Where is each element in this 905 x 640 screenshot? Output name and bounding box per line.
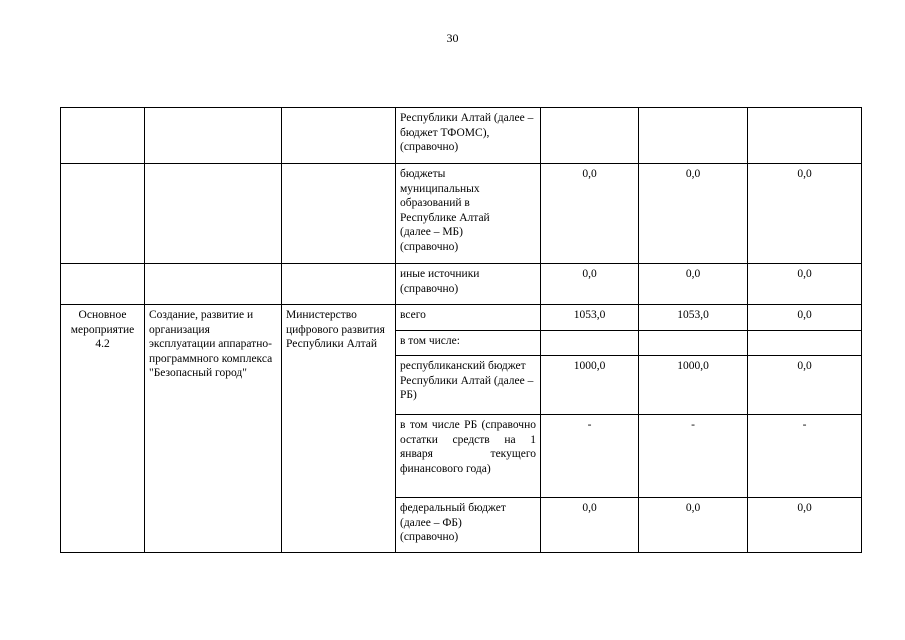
cell-empty [541,108,639,164]
value-cell: 0,0 [748,264,862,305]
cell-empty [145,108,282,164]
cell-empty [61,108,145,164]
value-cell: - [748,415,862,498]
funding-source-fb: федеральный бюджет (далее – ФБ) (справочно) [396,498,541,553]
funding-source-total: всего [396,305,541,331]
budget-table [60,107,862,553]
value-cell: 0,0 [639,164,748,264]
funding-source-mb: бюджеты муниципальных образований в Республике Алтай (далее – МБ) (справочно) [396,164,541,264]
value-cell: 0,0 [748,164,862,264]
cell-empty [282,264,396,305]
table-row-mb [61,164,862,264]
value-cell: 0,0 [639,498,748,553]
cell-empty [639,331,748,356]
cell-empty [639,108,748,164]
value-cell: 1053,0 [541,305,639,331]
value-cell: 1000,0 [541,356,639,415]
value-cell: - [541,415,639,498]
value-cell: 0,0 [541,264,639,305]
value-cell: 0,0 [748,356,862,415]
value-cell: 0,0 [748,498,862,553]
value-cell: 0,0 [541,498,639,553]
value-cell: 0,0 [541,164,639,264]
funding-source-including: в том числе: [396,331,541,356]
table-row-total [61,305,862,331]
value-cell: 0,0 [639,264,748,305]
page-number: 30 [446,31,459,45]
value-cell: 0,0 [748,305,862,331]
cell-empty [61,264,145,305]
cell-empty [145,164,282,264]
cell-empty [145,264,282,305]
cell-empty [61,164,145,264]
table-row-other [61,264,862,305]
cell-empty [748,108,862,164]
table-row-tfoms [61,108,862,164]
cell-empty [541,331,639,356]
cell-empty [748,331,862,356]
measure-name: Создание, развитие и организация эксплуатации аппаратно-программного комплекса "Безопасный город" [145,305,282,553]
cell-empty [282,164,396,264]
funding-source-other: иные источники (справочно) [396,264,541,305]
cell-empty [282,108,396,164]
value-cell: 1053,0 [639,305,748,331]
measure-code: Основное мероприятие 4.2 [61,305,145,553]
funding-source-tfoms: Республики Алтай (далее – бюджет ТФОМС), (справочно) [396,108,541,164]
measure-executor: Министерство цифрового развития Республики Алтай [282,305,396,553]
value-cell: - [639,415,748,498]
value-cell: 1000,0 [639,356,748,415]
funding-source-rb-rest: в том числе РБ (справочно остатки средств на 1 января текущего финансового года) [396,415,541,498]
funding-source-rb: республиканский бюджет Республики Алтай (далее – РБ) [396,356,541,415]
